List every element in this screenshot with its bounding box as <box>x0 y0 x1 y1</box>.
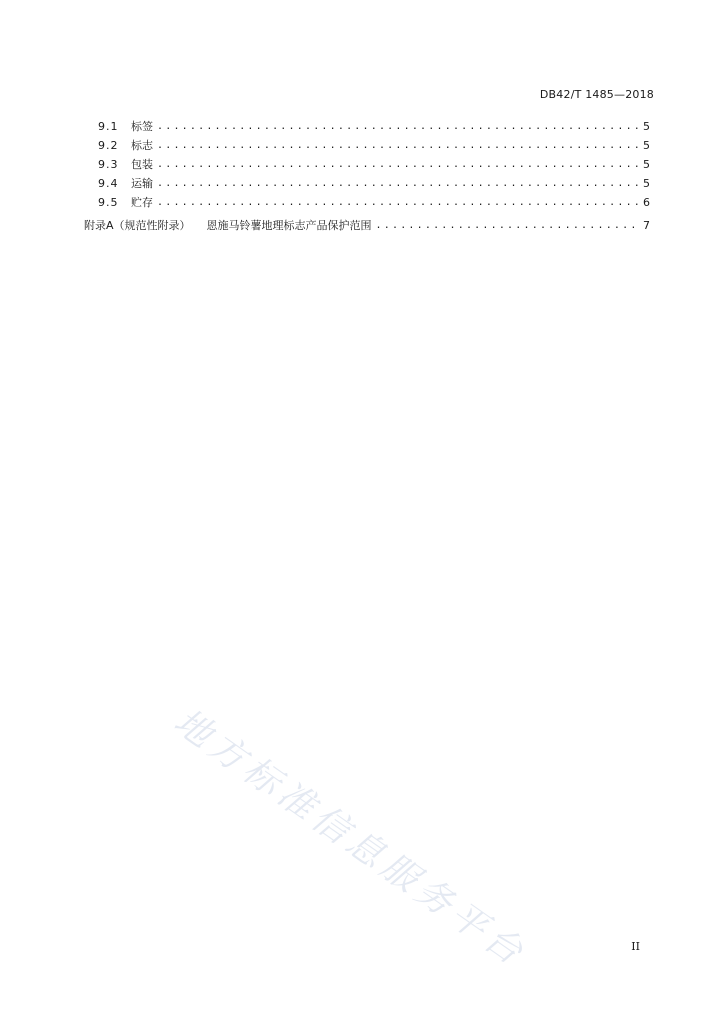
toc-entry-number: 9.1 <box>98 120 119 133</box>
toc-entry-page: 5 <box>643 139 650 152</box>
toc-entry-number: 9.5 <box>98 196 119 209</box>
toc-leader-dots <box>157 177 638 191</box>
toc-entry-9-4[interactable] <box>98 175 650 191</box>
toc-entry-title: 贮存 <box>131 196 153 209</box>
appendix-title: 恩施马铃薯地理标志产品保护范围 <box>206 219 372 232</box>
toc-entry-number: 9.2 <box>98 139 119 152</box>
toc-entry-number: 9.3 <box>98 158 119 171</box>
toc-entry-number: 9.4 <box>98 177 119 190</box>
toc-leader-dots <box>157 120 638 134</box>
toc-entry-9-5[interactable] <box>98 194 650 210</box>
toc-entry-page: 6 <box>643 196 650 209</box>
toc-leader-dots <box>157 139 638 153</box>
toc-entry-page: 5 <box>643 120 650 133</box>
toc-entry-title: 运输 <box>131 177 153 190</box>
toc-entry-page: 7 <box>643 219 650 232</box>
toc-entry-title: 包装 <box>131 158 153 171</box>
toc-entry-page: 5 <box>643 158 650 171</box>
standard-code: DB42/T 1485—2018 <box>539 88 654 101</box>
toc-entry-9-3[interactable] <box>98 156 650 172</box>
toc-entry-9-1[interactable] <box>98 118 650 134</box>
toc-entry-appendix-a[interactable] <box>84 217 650 233</box>
toc-entry-9-2[interactable] <box>98 137 650 153</box>
toc-leader-dots <box>157 158 638 172</box>
footer-page-number: II <box>631 940 640 953</box>
toc-leader-dots <box>376 219 638 233</box>
appendix-label: 附录A（规范性附录） <box>84 219 191 232</box>
watermark-text: 地方标准信息服务平台 <box>166 701 535 976</box>
toc-entry-title: 标签 <box>131 120 153 133</box>
toc-leader-dots <box>157 196 638 210</box>
toc-entry-page: 5 <box>643 177 650 190</box>
toc-entry-title: 标志 <box>131 139 153 152</box>
